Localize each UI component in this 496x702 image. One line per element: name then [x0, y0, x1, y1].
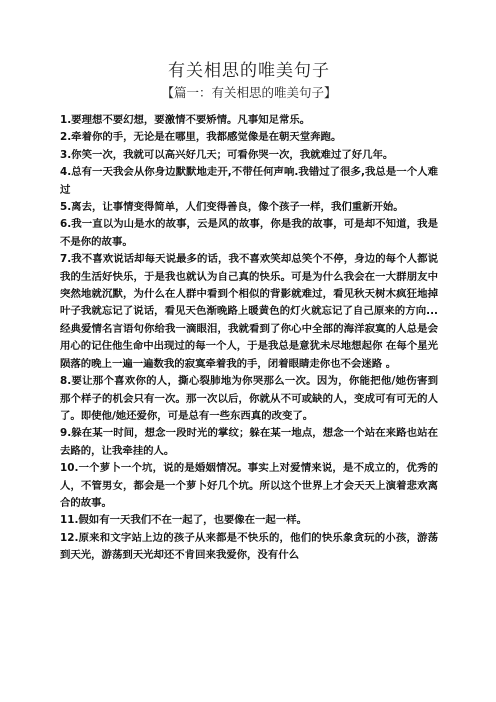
list-item: 12.原来和文字站上边的孩子从来都是不快乐的，他们的快乐象贪玩的小孩，游荡到天光，游荡到天光却还不肯回来我爱你，没有什么	[60, 531, 438, 562]
list-item: 5.离去，让事情变得简单，人们变得善良，像个孩子一样，我们重新开始。	[60, 201, 404, 214]
list-item: 2.牵着你的手，无论是在哪里，我都感觉像是在朝天堂奔跑。	[60, 131, 342, 144]
list-item: 7.我不喜欢说话却每天说最多的话，我不喜欢笑却总笑个不停，身边的每个人都说我的生活好快乐，于是我也就认为自己真的快乐。可是为什么我会在一大群朋友中突然地就沉默，为什么在人群中看到个相似的背影就难过，看见秋天树木疯狂地掉叶子我就忘记了说话，看见天色渐晚路上暖黄色的灯火就忘记了自己原来的方向...经典爱情名言语句你给我一滴眼泪，我就看到了你心中全部的海洋寂寞的人总是会用心的记住他生命中出现过的每一个人，于是我总是意犹未尽地想起你 在每个星光陨落的晚上一遍一遍数我的寂寞牵着我的手，闭着眼睛走你也不会迷路 。	[60, 253, 438, 370]
list-item: 4.总有一天我会从你身边默默地走开,不带任何声响.我错过了很多,我总是一个人难过	[60, 166, 438, 196]
list-item: 3.你笑一次，我就可以高兴好几天；可看你哭一次，我就难过了好几年。	[60, 148, 394, 161]
list-item: 9.躲在某一时间，想念一段时光的掌纹；躲在某一地点，想念一个站在来路也站在去路的，让我牵挂的人。	[60, 427, 438, 457]
list-item: 1.要理想不要幻想，要激情不要矫情。凡事知足常乐。	[60, 114, 311, 126]
document-title: 有关相思的唯美句子	[168, 61, 330, 81]
section-heading: 【篇一：有关相思的唯美句子】	[161, 85, 337, 100]
list-item: 8.要让那个喜欢你的人，撕心裂肺地为你哭那么一次。因为，你能把他/她伤害到那个样子的机会只有一次。那一次以后，你就从不可或缺的人，变成可有可无的人了。即使他/她还爱你，可是总有一些东西真的改变了。	[60, 375, 438, 422]
list-item: 6.我一直以为山是水的故事，云是风的故事，你是我的故事，可是却不知道，我是不是你的故事。	[60, 218, 438, 248]
list-item: 11.假如有一天我们不在一起了，也要像在一起一样。	[60, 514, 307, 527]
sentence-list	[60, 112, 438, 565]
list-item: 10.一个萝卜一个坑，说的是婚姻情况。事实上对爱情来说，是不成立的，优秀的人，不管男女，都会是一个萝卜好几个坑。所以这个世界上才会天天上演着悲欢离合的故事。	[60, 462, 438, 509]
